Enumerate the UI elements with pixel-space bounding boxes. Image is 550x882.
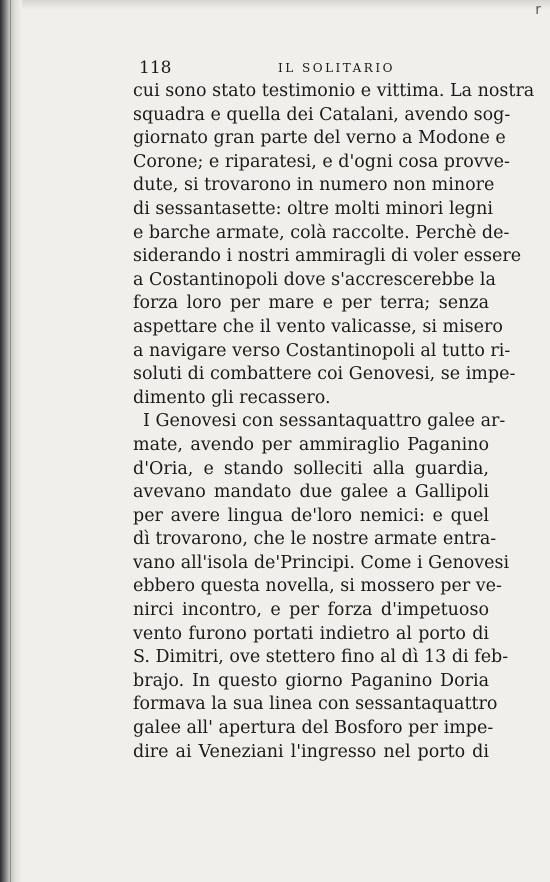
- page-number: 118: [139, 58, 172, 78]
- text-line: a Costantinopoli dove s'accrescerebbe la: [133, 269, 496, 290]
- scan-top-edge: [22, 0, 550, 10]
- text-line: ebbero questa novella, si mossero per ve-: [133, 576, 502, 597]
- text-line: forza loro per mare e per terra; senza: [133, 293, 489, 314]
- text-line: per avere lingua de'loro nemici: e quel: [133, 505, 489, 526]
- scan-binding-edge: [0, 0, 22, 882]
- text-line: mate, avendo per ammiraglio Paganino: [133, 434, 489, 455]
- text-line: Corone; e riparatesi, e d'ogni cosa provve-: [133, 151, 510, 172]
- text-line: dire ai Veneziani l'ingresso nel porto di: [133, 741, 489, 762]
- corner-mark: r: [535, 2, 542, 18]
- text-line: nirci incontro, e per forza d'impetuoso: [133, 600, 489, 621]
- text-line: giornato gran parte del verno a Modone e: [133, 128, 506, 149]
- text-line: brajo. In questo giorno Paganino Doria: [133, 670, 489, 691]
- body-text: [133, 80, 535, 764]
- text-line: aspettare che il vento valicasse, si misero: [133, 316, 503, 337]
- text-line: squadra e quella dei Catalani, avendo sog-: [133, 104, 511, 125]
- book-page: [133, 58, 535, 764]
- text-line: formava la sua linea con sessantaquattro: [133, 694, 498, 715]
- text-line: cui sono stato testimonio e vittima. La nostra: [133, 81, 535, 101]
- text-line: dimento gli recassero.: [133, 387, 331, 408]
- text-line: d'Oria, e stando solleciti alla guardia,: [133, 458, 489, 479]
- running-title: IL SOLITARIO: [278, 61, 395, 75]
- text-line: avevano mandato due galee a Gallipoli: [133, 482, 489, 503]
- text-line: e barche armate, colà raccolte. Perchè de-: [133, 222, 510, 243]
- scan-edge-line: [10, 0, 11, 882]
- text-line: dì trovarono, che le nostre armate entra-: [133, 529, 497, 550]
- text-line: siderando i nostri ammiragli di voler essere: [133, 246, 522, 267]
- text-line: vento furono portati indietro al porto di: [133, 623, 489, 644]
- text-line: dute, si trovarono in numero non minore: [133, 175, 495, 196]
- text-line: di sessantasette: oltre molti minori legni: [133, 198, 493, 219]
- text-line: a navigare verso Costantinopoli al tutto ri-: [133, 340, 511, 361]
- text-line: vano all'isola de'Principi. Come i Genovesi: [133, 552, 510, 573]
- text-line: soluti di combattere coi Genovesi, se impe-: [133, 364, 516, 385]
- text-line: I Genovesi con sessantaquattro galee ar-: [143, 411, 506, 432]
- text-line: S. Dimitri, ove stettero fino al dì 13 di feb-: [133, 647, 509, 668]
- page-header: [133, 58, 489, 82]
- text-line: galee all' apertura del Bosforo per impe-: [133, 718, 494, 739]
